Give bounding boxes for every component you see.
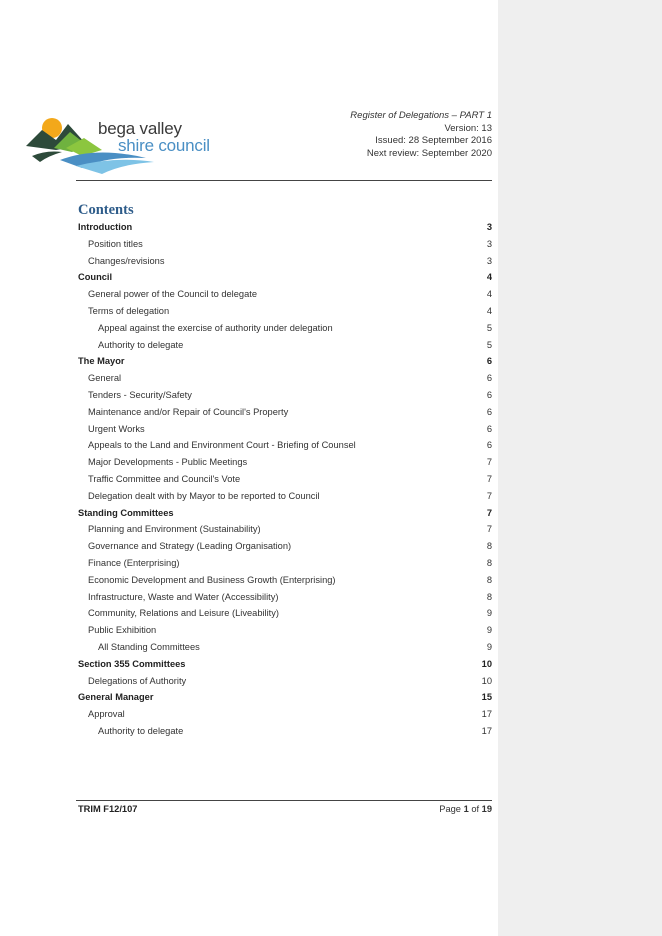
toc-entry-title: Economic Development and Business Growth (Enterprising) xyxy=(88,574,336,585)
toc-entry-page: 10 xyxy=(481,658,492,669)
logo-text-line1: bega valley xyxy=(98,119,182,138)
toc-entry[interactable] xyxy=(78,639,492,656)
toc-entry-page: 6 xyxy=(486,406,492,417)
toc-entry[interactable] xyxy=(78,706,492,723)
toc-entry-page: 3 xyxy=(486,222,492,232)
logo-text-line2: shire council xyxy=(118,136,210,155)
toc-entry[interactable] xyxy=(78,488,492,505)
toc-entry-title: Approval xyxy=(88,709,125,720)
toc-entry-page: 4 xyxy=(486,289,492,300)
toc-entry-title: Position titles xyxy=(88,238,143,249)
toc-entry[interactable] xyxy=(78,471,492,488)
toc-entry[interactable] xyxy=(78,286,492,303)
toc-entry-page: 6 xyxy=(486,440,492,451)
toc-entry-page: 7 xyxy=(486,490,492,501)
page-prefix: Page xyxy=(439,804,464,814)
toc-entry[interactable] xyxy=(78,269,492,286)
header-divider xyxy=(76,180,492,181)
toc-entry-title: Appeal against the exercise of authority under delegation xyxy=(98,322,333,333)
toc-entry[interactable] xyxy=(78,303,492,320)
footer-divider xyxy=(76,800,492,801)
toc-entry-page: 5 xyxy=(486,339,492,350)
trim-reference: TRIM F12/107 xyxy=(78,804,138,814)
toc-entry[interactable] xyxy=(78,370,492,387)
toc-entry[interactable] xyxy=(78,605,492,622)
toc-entry-page: 6 xyxy=(486,389,492,400)
toc-entry[interactable] xyxy=(78,421,492,438)
toc-entry-title: Community, Relations and Leisure (Liveability) xyxy=(88,608,280,619)
toc-entry-title: General Manager xyxy=(78,692,154,703)
toc-entry-page: 4 xyxy=(486,305,492,316)
toc-entry-page: 4 xyxy=(486,272,492,283)
toc-entry[interactable] xyxy=(78,353,492,370)
toc-entry[interactable] xyxy=(78,689,492,706)
toc-entry[interactable] xyxy=(78,253,492,270)
council-logo xyxy=(26,116,210,176)
table-of-contents xyxy=(78,219,492,740)
toc-entry-page: 10 xyxy=(481,675,492,686)
toc-entry-page: 3 xyxy=(486,255,492,266)
toc-entry[interactable] xyxy=(78,521,492,538)
page-total: 19 xyxy=(481,804,492,814)
toc-entry-title: All Standing Committees xyxy=(98,641,200,652)
version-label: Version: 13 xyxy=(444,122,492,134)
toc-entry-title: Delegations of Authority xyxy=(88,675,187,686)
document-header-info xyxy=(272,110,492,160)
toc-entry-page: 9 xyxy=(486,641,492,652)
toc-entry[interactable] xyxy=(78,219,492,236)
toc-entry[interactable] xyxy=(78,572,492,589)
toc-entry-title: Urgent Works xyxy=(88,423,145,434)
toc-entry-title: Public Exhibition xyxy=(88,625,157,636)
toc-entry-title: General xyxy=(88,373,122,384)
toc-entry[interactable] xyxy=(78,337,492,354)
toc-entry[interactable] xyxy=(78,622,492,639)
toc-entry-page: 7 xyxy=(486,473,492,484)
toc-entry[interactable] xyxy=(78,555,492,572)
toc-entry-title: Authority to delegate xyxy=(98,725,184,736)
toc-entry[interactable] xyxy=(78,505,492,522)
toc-entry[interactable] xyxy=(78,404,492,421)
toc-entry-page: 17 xyxy=(481,725,492,736)
toc-entry-page: 6 xyxy=(486,423,492,434)
toc-entry-page: 7 xyxy=(486,457,492,468)
toc-entry-title: Traffic Committee and Council's Vote xyxy=(88,473,241,484)
toc-entry-page: 9 xyxy=(486,608,492,619)
toc-entry-title: Planning and Environment (Sustainability) xyxy=(88,524,261,535)
toc-entry-page: 7 xyxy=(486,524,492,535)
page-current: 1 xyxy=(463,804,469,814)
toc-entry-title: Governance and Strategy (Leading Organisation) xyxy=(88,541,292,552)
toc-entry-page: 9 xyxy=(486,625,492,636)
toc-entry[interactable] xyxy=(78,320,492,337)
toc-entry-page: 6 xyxy=(486,373,492,384)
toc-entry-title: Appeals to the Land and Environment Court - Briefing of Counsel xyxy=(88,440,356,451)
toc-entry[interactable] xyxy=(78,236,492,253)
toc-entry-page: 8 xyxy=(486,541,492,552)
toc-entry-title: Section 355 Committees xyxy=(78,658,186,669)
toc-entry-page: 8 xyxy=(486,591,492,602)
toc-entry[interactable] xyxy=(78,454,492,471)
toc-entry-title: Standing Committees xyxy=(78,507,174,518)
comments-sidebar xyxy=(498,0,662,936)
toc-entry-title: Terms of delegation xyxy=(88,305,170,316)
toc-entry[interactable] xyxy=(78,589,492,606)
toc-entry-title: General power of the Council to delegate xyxy=(88,289,258,300)
page-indicator xyxy=(439,804,492,814)
toc-entry-title: Changes/revisions xyxy=(88,255,165,266)
toc-entry-page: 5 xyxy=(486,322,492,333)
toc-entry[interactable] xyxy=(78,538,492,555)
toc-entry-title: Introduction xyxy=(78,222,133,232)
page-of: of xyxy=(468,804,482,814)
toc-entry[interactable] xyxy=(78,437,492,454)
toc-entry[interactable] xyxy=(78,723,492,740)
toc-entry[interactable] xyxy=(78,656,492,673)
next-review-date: Next review: September 2020 xyxy=(366,147,492,159)
toc-entry-title: Finance (Enterprising) xyxy=(88,557,180,568)
toc-entry[interactable] xyxy=(78,673,492,690)
toc-entry-page: 6 xyxy=(486,356,492,367)
toc-entry-page: 8 xyxy=(486,574,492,585)
toc-entry-title: The Mayor xyxy=(78,356,125,367)
toc-entry-title: Delegation dealt with by Mayor to be reported to Council xyxy=(88,490,320,501)
toc-entry-page: 8 xyxy=(486,557,492,568)
toc-entry-page: 3 xyxy=(486,238,492,249)
toc-entry-title: Infrastructure, Waste and Water (Accessibility) xyxy=(88,591,279,602)
issued-date: Issued: 28 September 2016 xyxy=(375,135,492,146)
toc-entry-title: Council xyxy=(78,272,113,283)
register-title: Register of Delegations – PART 1 xyxy=(350,110,492,121)
toc-entry-page: 7 xyxy=(486,507,492,518)
toc-entry-page: 17 xyxy=(481,709,492,720)
toc-entry-title: Maintenance and/or Repair of Council's Property xyxy=(88,406,289,417)
toc-entry-title: Tenders - Security/Safety xyxy=(88,389,192,400)
toc-entry-title: Authority to delegate xyxy=(98,339,184,350)
toc-entry-page: 15 xyxy=(481,692,492,703)
toc-entry-title: Major Developments - Public Meetings xyxy=(88,457,248,468)
contents-heading: Contents xyxy=(78,202,134,218)
toc-entry[interactable] xyxy=(78,387,492,404)
